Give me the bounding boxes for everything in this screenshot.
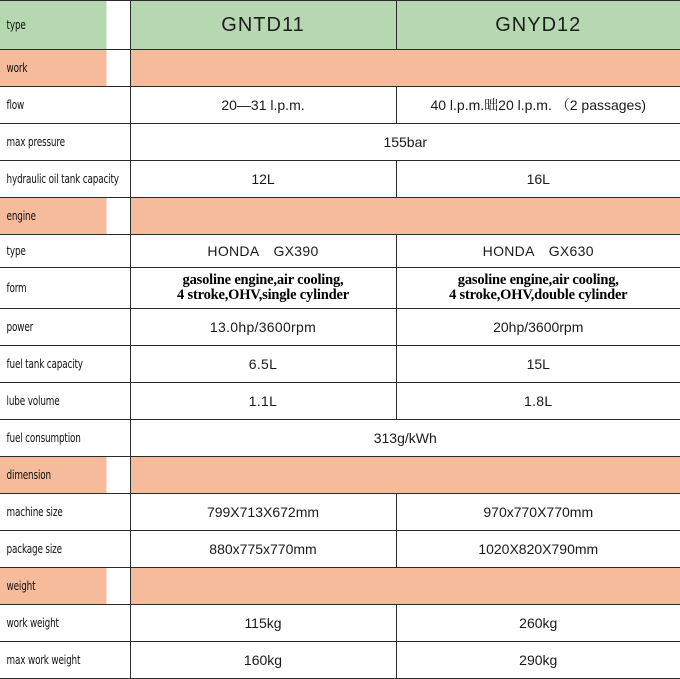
- engine-model-gnyd12: GX630: [548, 243, 594, 259]
- table-row-hydraulic-oil-tank-capacity: [0, 161, 680, 198]
- row-label-package-size: package size: [0, 531, 107, 568]
- machine-size-gnyd12: 970x770X770mm: [396, 494, 680, 531]
- flow-value-gnyd12: 40 l.p.m.昢20 l.p.m. （2 passages): [396, 87, 680, 124]
- section-fill-dimension: [130, 457, 680, 494]
- engine-brand-gntd11: HONDA: [207, 243, 260, 259]
- engine-form-gnyd12: [396, 268, 680, 309]
- table-row-fuel-tank-capacity: [0, 346, 680, 383]
- section-row-dimension: [0, 457, 680, 494]
- fuel-tank-gntd11: 6.5L: [130, 346, 396, 383]
- row-label-flow: flow: [0, 87, 107, 124]
- section-row-work: [0, 50, 680, 87]
- section-fill-work: [130, 50, 680, 87]
- max-pressure-value: 155bar: [130, 124, 680, 161]
- row-label-max-work-weight: max work weight: [0, 642, 107, 679]
- engine-form-gnyd12-line2: 4 stroke,OHV,double cylinder: [449, 287, 628, 303]
- table-row-engine-type: [0, 235, 680, 268]
- fuel-tank-gnyd12: 15L: [396, 346, 680, 383]
- engine-form-gntd11-line2: 4 stroke,OHV,single cylinder: [177, 287, 349, 303]
- header-model-gnyd12: GNYD12: [396, 1, 680, 50]
- table-row-lube-volume: [0, 383, 680, 420]
- power-gnyd12: 20hp/3600rpm: [396, 309, 680, 346]
- max-work-weight-gntd11: 160kg: [130, 642, 396, 679]
- hydraulic-capacity-gnyd12: 16L: [396, 161, 680, 198]
- section-label-engine: engine: [0, 198, 107, 235]
- row-label-fuel-consumption: fuel consumption: [0, 420, 107, 457]
- engine-form-gnyd12-line1: gasoline engine,air cooling,: [457, 272, 619, 289]
- engine-model-gntd11: GX390: [273, 243, 319, 259]
- table-row-machine-size: [0, 494, 680, 531]
- header-label-type: type: [0, 1, 107, 50]
- row-label-power: power: [0, 309, 107, 346]
- lube-volume-gntd11: 1.1L: [130, 383, 396, 420]
- row-label-fuel-tank-capacity: fuel tank capacity: [0, 346, 107, 383]
- section-label-weight: weight: [0, 568, 107, 605]
- row-label-work-weight: work weight: [0, 605, 107, 642]
- engine-type-gnyd12: [396, 235, 680, 268]
- table-row-fuel-consumption: [0, 420, 680, 457]
- section-fill-weight: [130, 568, 680, 605]
- section-label-dimension: dimension: [0, 457, 107, 494]
- table-row-work-weight: [0, 605, 680, 642]
- package-size-gnyd12: 1020X820X790mm: [396, 531, 680, 568]
- power-gntd11: 13.0hp/3600rpm: [130, 309, 396, 346]
- table-row-flow: [0, 87, 680, 124]
- table-row-max-work-weight: [0, 642, 680, 679]
- machine-size-gntd11: 799X713X672mm: [130, 494, 396, 531]
- table-row-engine-form: [0, 268, 680, 309]
- row-label-max-pressure: max pressure: [0, 124, 107, 161]
- section-fill-engine: [130, 198, 680, 235]
- table-row-package-size: [0, 531, 680, 568]
- section-row-engine: [0, 198, 680, 235]
- lube-volume-gnyd12: 1.8L: [396, 383, 680, 420]
- work-weight-gntd11: 115kg: [130, 605, 396, 642]
- row-label-engine-type: type: [0, 235, 107, 268]
- max-work-weight-gnyd12: 290kg: [396, 642, 680, 679]
- section-label-work: work: [0, 50, 107, 87]
- table-row-max-pressure: [0, 124, 680, 161]
- row-label-machine-size: machine size: [0, 494, 107, 531]
- package-size-gntd11: 880x775x770mm: [130, 531, 396, 568]
- engine-form-gntd11: [130, 268, 396, 309]
- flow-value-gntd11: 20—31 l.p.m.: [130, 87, 396, 124]
- engine-type-gntd11: [130, 235, 396, 268]
- table-header-row: [0, 1, 680, 50]
- fuel-consumption-value: 313g/kWh: [130, 420, 680, 457]
- table-row-power: [0, 309, 680, 346]
- header-model-gntd11: GNTD11: [130, 1, 396, 50]
- row-label-lube-volume: lube volume: [0, 383, 107, 420]
- engine-brand-gnyd12: HONDA: [482, 243, 535, 259]
- hydraulic-capacity-gntd11: 12L: [130, 161, 396, 198]
- work-weight-gnyd12: 260kg: [396, 605, 680, 642]
- engine-form-gntd11-line1: gasoline engine,air cooling,: [182, 272, 344, 289]
- section-row-weight: [0, 568, 680, 605]
- row-label-engine-form: form: [0, 268, 107, 309]
- row-label-hydraulic-oil-tank-capacity: hydraulic oil tank capacity: [0, 161, 107, 198]
